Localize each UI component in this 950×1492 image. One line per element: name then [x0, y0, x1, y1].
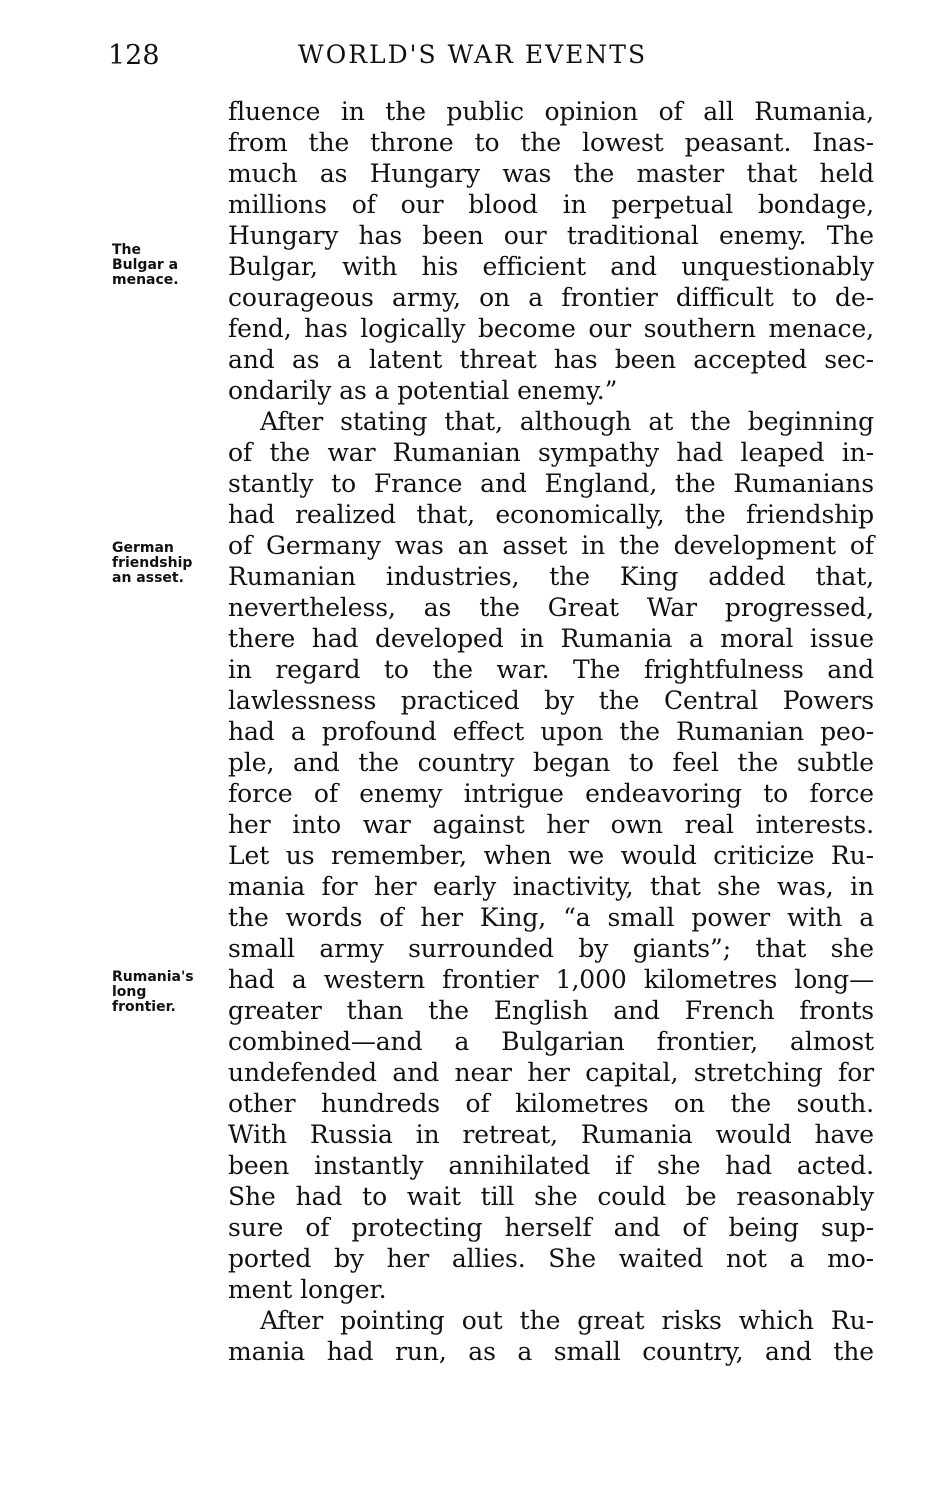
text-line: mania had run, as a small country, and the	[228, 1337, 874, 1366]
text-line: the words of her King, “a small power with a	[228, 903, 874, 932]
sidenote-line: long	[112, 984, 147, 1000]
text-line: undefended and near her capital, stretching for	[228, 1058, 874, 1087]
sidenote-line: The	[112, 242, 142, 258]
text-line: had a western frontier 1,000 kilometres long—	[228, 965, 874, 994]
text-line: sure of protecting herself and of being sup-	[228, 1213, 874, 1242]
text-line: ondarily as a potential enemy.”	[228, 376, 618, 405]
text-line: Bulgar, with his efficient and unquestionably	[228, 252, 874, 281]
text-line: nevertheless, as the Great War progressed,	[228, 593, 874, 622]
text-line: had realized that, economically, the friendship	[228, 500, 874, 529]
text-line: and as a latent threat has been accepted sec-	[228, 345, 874, 374]
text-line: combined—and a Bulgarian frontier, almost	[228, 1027, 874, 1056]
text-line: fluence in the public opinion of all Rumania,	[228, 97, 874, 126]
text-line: much as Hungary was the master that held	[228, 159, 874, 188]
text-line: mania for her early inactivity, that she was, in	[228, 872, 874, 901]
text-line: With Russia in retreat, Rumania would have	[228, 1120, 874, 1149]
text-line: Let us remember, when we would criticize Ru-	[228, 841, 874, 870]
body-text	[228, 96, 874, 1367]
sidenote-rumania-frontier	[112, 970, 194, 1015]
sidenote-line: frontier.	[112, 999, 176, 1015]
text-line: Rumanian industries, the King added that,	[228, 562, 874, 591]
text-line: greater than the English and French fronts	[228, 996, 874, 1025]
text-line: lawlessness practiced by the Central Powers	[228, 686, 874, 715]
text-line: fend, has logically become our southern menace,	[228, 314, 874, 343]
sidenote-german-friendship	[112, 541, 192, 586]
sidenote-bulgar-menace	[112, 243, 179, 288]
text-line: ple, and the country began to feel the subtle	[228, 748, 874, 777]
sidenote-line: Rumania's	[112, 969, 194, 985]
text-line: of the war Rumanian sympathy had leaped in-	[228, 438, 874, 467]
text-line: courageous army, on a frontier difficult to de-	[228, 283, 874, 312]
text-line: She had to wait till she could be reasonably	[228, 1182, 874, 1211]
text-line: there had developed in Rumania a moral issue	[228, 624, 874, 653]
sidenote-line: menace.	[112, 272, 179, 288]
sidenote-line: an asset.	[112, 570, 184, 586]
text-line: had a profound effect upon the Rumanian peo-	[228, 717, 874, 746]
sidenote-line: German	[112, 540, 174, 556]
text-line: from the throne to the lowest peasant. Inas-	[228, 128, 874, 157]
paragraph-start-line: After pointing out the great risks which Ru-	[260, 1306, 874, 1335]
text-line: Hungary has been our traditional enemy. The	[228, 221, 874, 250]
text-line: ported by her allies. She waited not a mo-	[228, 1244, 874, 1273]
text-line: small army surrounded by giants”; that she	[228, 934, 874, 963]
running-title: WORLD'S WAR EVENTS	[298, 40, 648, 69]
text-line: ment longer.	[228, 1275, 387, 1304]
text-line: of Germany was an asset in the development of	[228, 531, 874, 560]
text-line: stantly to France and England, the Rumanians	[228, 469, 874, 498]
text-line: force of enemy intrigue endeavoring to force	[228, 779, 874, 808]
text-line: in regard to the war. The frightfulness and	[228, 655, 874, 684]
page-number: 128	[108, 40, 160, 71]
text-line: her into war against her own real interests.	[228, 810, 874, 839]
text-line: been instantly annihilated if she had acted.	[228, 1151, 874, 1180]
paragraph-start-line: After stating that, although at the beginning	[260, 407, 874, 436]
sidenote-line: Bulgar a	[112, 257, 179, 273]
sidenote-line: friendship	[112, 555, 193, 571]
running-header	[108, 40, 688, 80]
text-line: millions of our blood in perpetual bondage,	[228, 190, 874, 219]
text-line: other hundreds of kilometres on the south.	[228, 1089, 874, 1118]
